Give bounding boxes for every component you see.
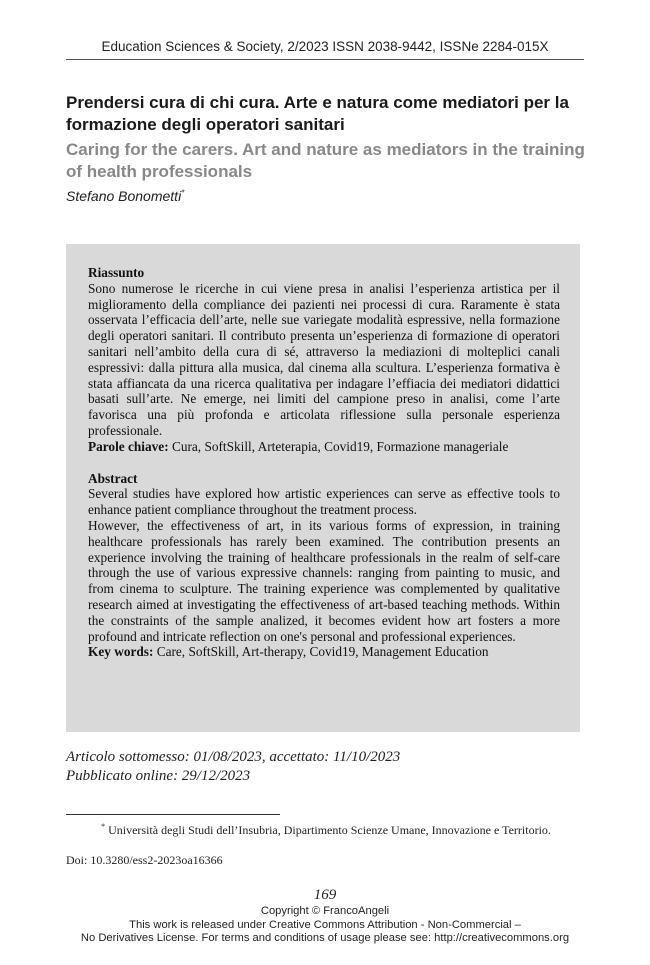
- article-title-english: Caring for the carers. Art and nature as mediators in the training of health professionals: [66, 140, 585, 181]
- header-rule: [66, 59, 584, 60]
- author-name: [66, 188, 184, 204]
- section-gap: [88, 455, 560, 471]
- footnote-rule: [66, 814, 280, 815]
- page-number: 169: [313, 887, 337, 903]
- author-text: Stefano Bonometti: [66, 188, 182, 204]
- abstract-keywords-list: Care, SoftSkill, Art-therapy, Covid19, Management Education: [153, 644, 489, 660]
- submission-date: Articolo sottomesso: 01/08/2023, accettato: 11/10/2023: [66, 749, 401, 765]
- running-header: Education Sciences & Society, 2/2023 ISSN 2038-9442, ISSNe 2284-015X: [101, 39, 549, 54]
- riassunto-keywords-label: Parole chiave:: [88, 438, 169, 454]
- abstract-keywords: [88, 644, 560, 660]
- abstract-body-1: Several studies have explored how artistic experiences can serve as effective tools to enhance patient compliance throughout the treatment process.: [88, 486, 560, 518]
- abstract-box-content: [88, 265, 560, 660]
- license-footer: [0, 905, 650, 946]
- affiliation-footnote: [66, 822, 586, 838]
- riassunto-keywords: [88, 439, 560, 455]
- riassunto-heading: Riassunto: [88, 265, 145, 280]
- license-line-1: This work is released under Creative Commons Attribution - Non-Commercial –: [129, 918, 521, 931]
- article-dates: [66, 748, 400, 786]
- publication-date: Pubblicato online: 29/12/2023: [66, 768, 251, 784]
- riassunto-keywords-list: Cura, SoftSkill, Arteterapia, Covid19, Formazione manageriale: [168, 438, 509, 454]
- abstract-body-2: However, the effectiveness of art, in its various forms of expression, in training healthcare professionals has rarely been examined. The contribution presents an experience involving the training of healthcare professionals in the realm of self-care through the use of various expressive channels: ranging from painting to music, and from cinema to sculpture. The training experience was complemented by qualitative research aimed at investigating the effectiveness of art-based teaching methods. Within the constraints of the sample analized, it becomes evident how art fosters a more profound and intricate reflection on one's personal and professional experiences.: [88, 517, 560, 644]
- footnote-mark: *: [101, 822, 106, 831]
- abstract-heading: Abstract: [88, 470, 138, 486]
- footnote-text: Università degli Studi dell’Insubria, Dipartimento Scienze Umane, Innovazione e Territorio.: [105, 823, 551, 837]
- article-title-italian: Prendersi cura di chi cura. Arte e natura come mediatori per la formazione degli operatori sanitari: [66, 93, 569, 134]
- abstract-keywords-label: Key words:: [88, 644, 154, 660]
- abstract-box: [66, 244, 580, 732]
- riassunto-body: Sono numerose le ricerche in cui viene presa in analisi l’esperienza artistica per il miglioramento della compliance dei pazienti nei processi di cura. Raramente è stata osservata l’efficacia dell’arte, nelle sue variegate modalità espressive, nella formazione degli operatori sanitari. Il contributo presenta un’esperienza di formazione di operatori sanitari nell’ambito della cura di sé, attraverso la mediazioni di molteplici canali espressivi: dalla pittura alla musica, dal cinema alla scultura. L’esperienza formativa è stata affiancata da una ricerca qualitativa per indagare l’effiacia dei mediatori didattici basati sull’arte. Ne emerge, nei limiti del campione preso in analisi, come l’arte favorisca una più profonda e articolata riflessione sulla personale esperienza professionale.: [88, 280, 560, 438]
- copyright-line: Copyright © FrancoAngeli: [260, 905, 390, 917]
- doi: Doi: 10.3280/ess2-2023oa16366: [66, 853, 223, 867]
- license-line-2: No Derivatives License. For terms and conditions of usage please see: http://creativecommons.org: [80, 932, 570, 944]
- author-footnote-mark: *: [181, 188, 185, 198]
